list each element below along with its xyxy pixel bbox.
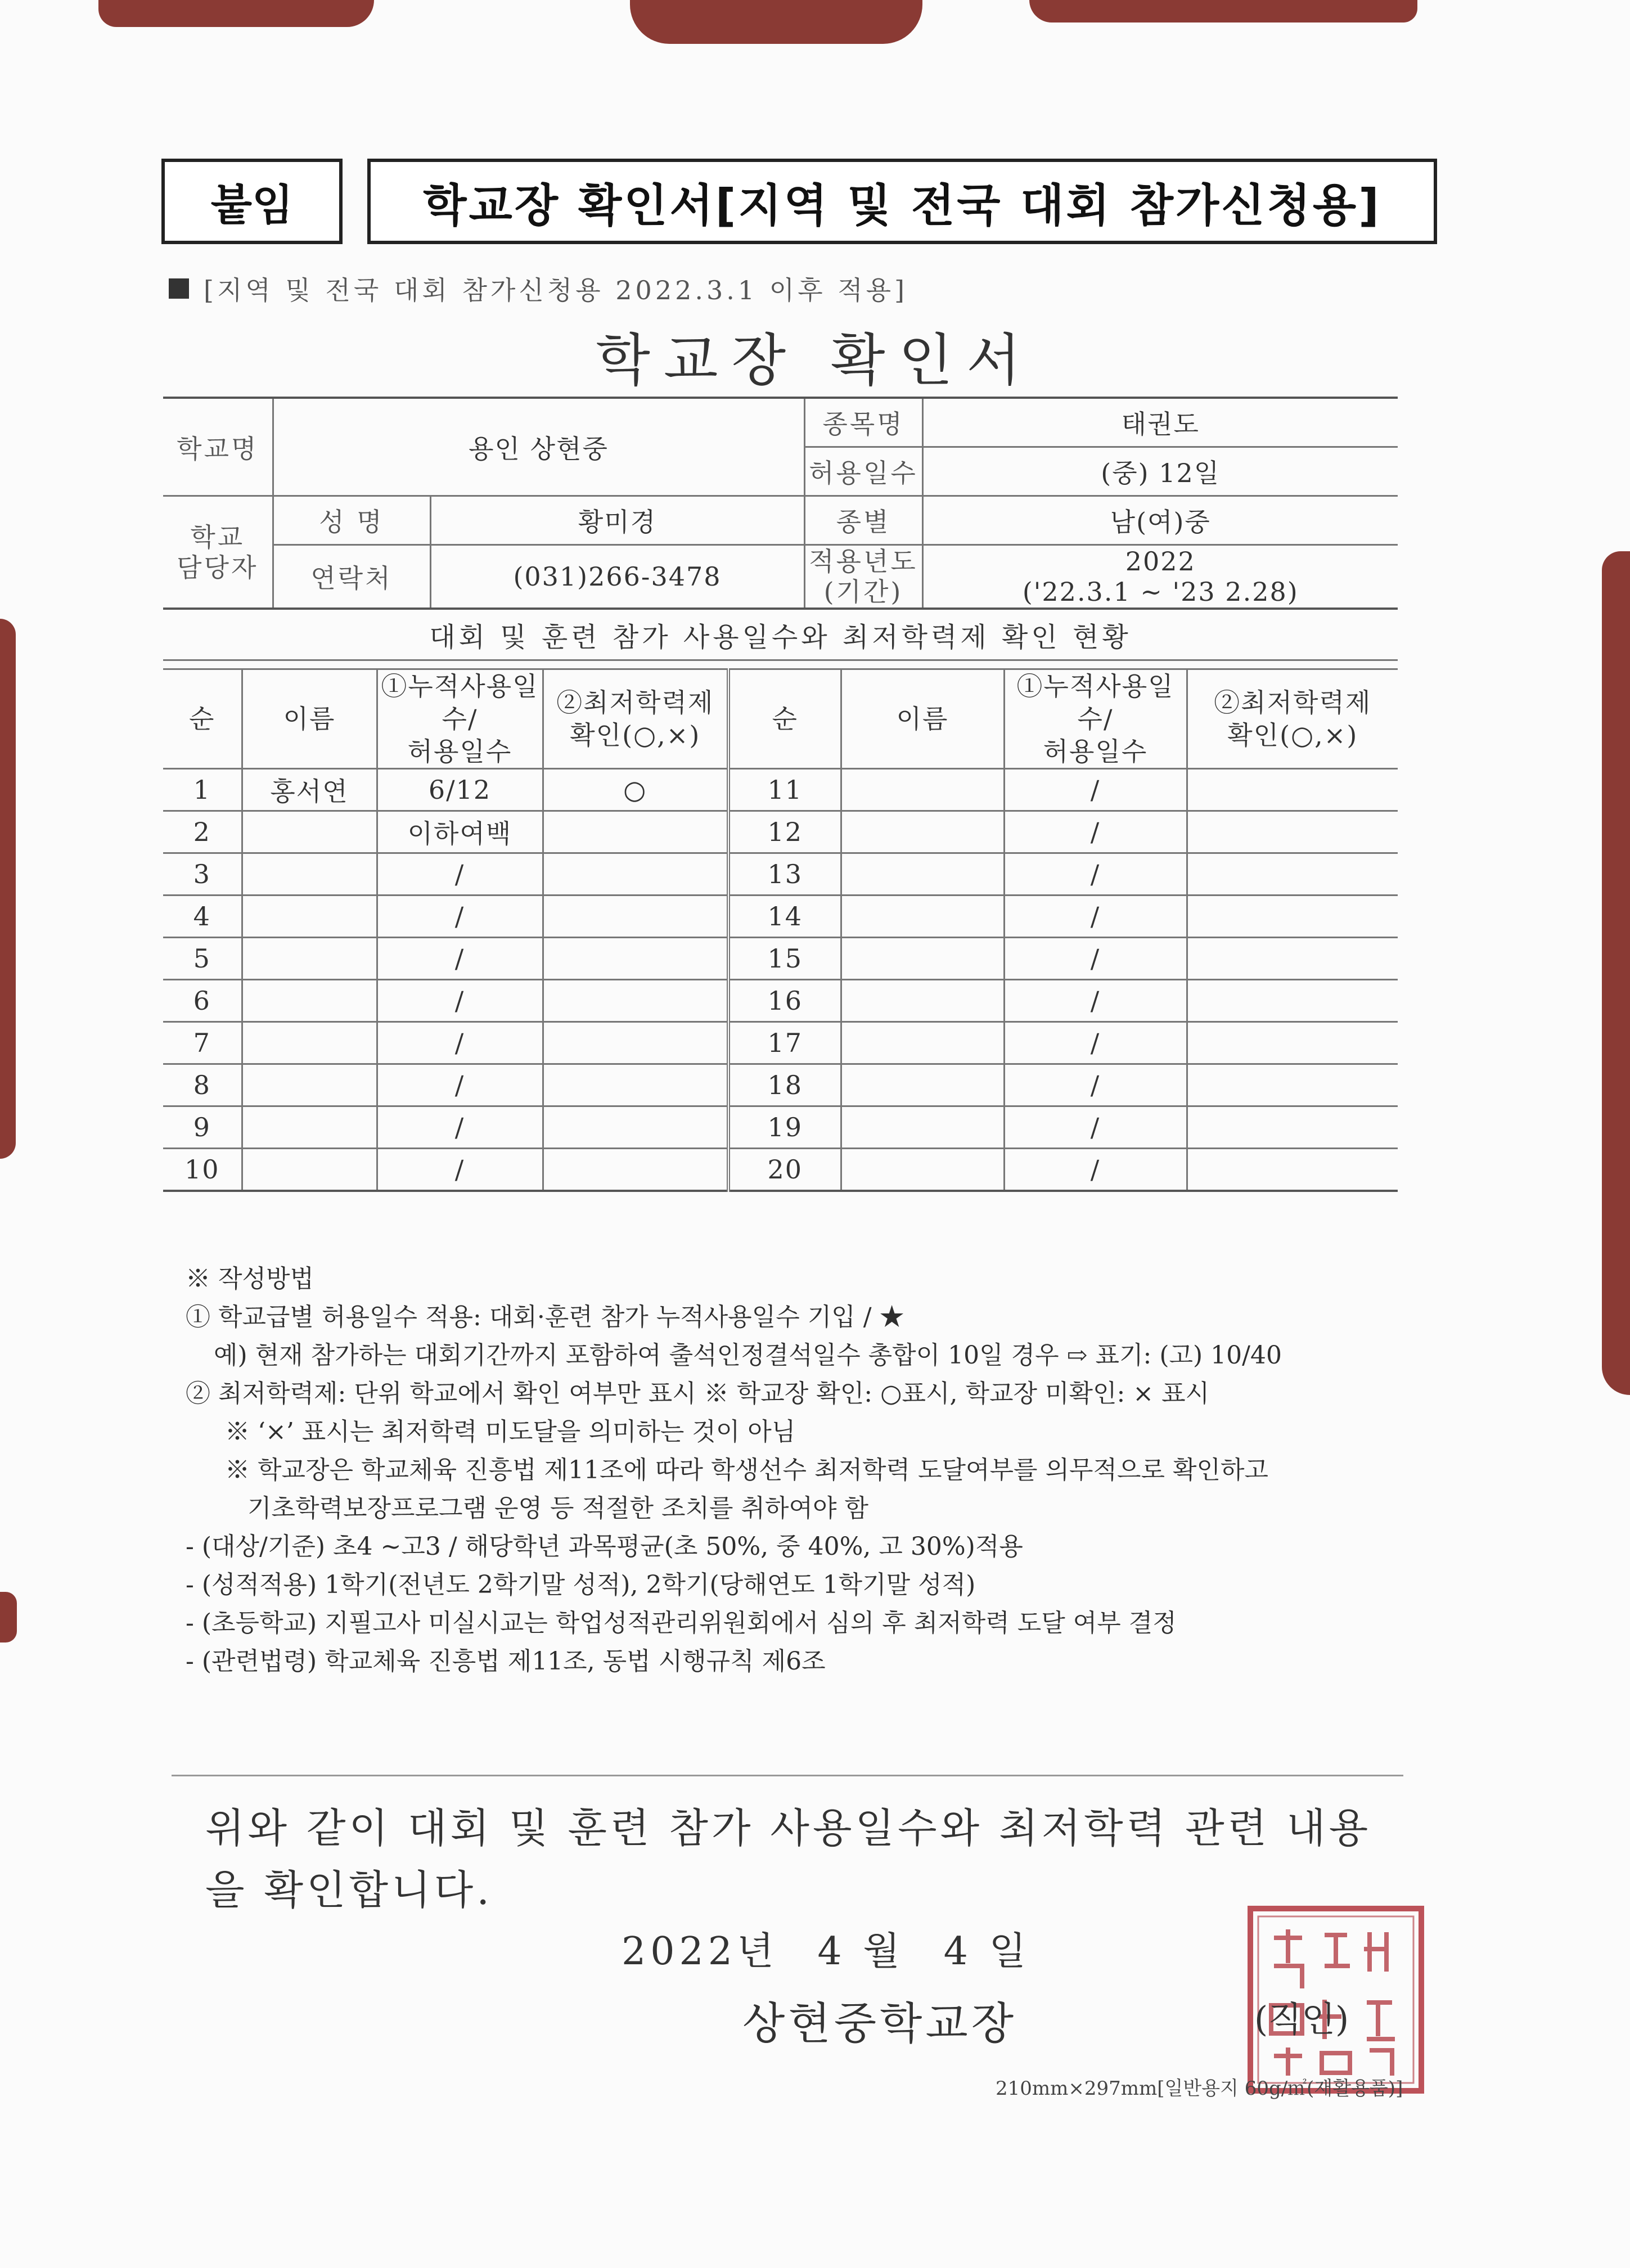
seq-cell: 5	[163, 938, 242, 980]
contact-value: (031)266-3478	[430, 545, 804, 609]
school-name-value: 용인 상현중	[273, 398, 804, 496]
table-row	[163, 1022, 1398, 1064]
days-cell: /	[377, 1064, 543, 1106]
name-cell	[841, 896, 1004, 938]
seq-cell: 4	[163, 896, 242, 938]
seq-cell: 13	[728, 853, 841, 896]
seq-cell: 2	[163, 811, 242, 853]
paper-spec: 210mm×297mm[일반용지 60g/㎡(재활용품)]	[996, 2077, 1403, 2100]
table-row	[163, 811, 1398, 853]
days-cell: /	[377, 896, 543, 938]
document-title: 학교장 확인서	[596, 327, 1034, 393]
contact-label: 연락처	[273, 545, 430, 609]
check-cell	[543, 896, 728, 938]
check-cell	[1187, 1022, 1398, 1064]
seq-cell: 15	[728, 938, 841, 980]
year-value	[922, 545, 1398, 609]
days-cell: 이하여백	[377, 811, 543, 853]
manager-label: 학교 담당자	[163, 496, 273, 609]
check-cell	[543, 980, 728, 1022]
days-cell: /	[377, 1106, 543, 1149]
seq-cell: 18	[728, 1064, 841, 1106]
name-cell	[242, 853, 377, 896]
form-headline: 학교장 확인서[지역 및 전국 대회 참가신청용]	[367, 159, 1437, 244]
days-cell: /	[1004, 938, 1187, 980]
gender-label: 종별	[804, 496, 922, 545]
paper-blot-left-edge	[0, 619, 16, 1159]
note-line: ※ 작성방법	[186, 1264, 314, 1293]
divider	[172, 1775, 1403, 1776]
check-cell	[1187, 853, 1398, 896]
seq-cell: 20	[728, 1149, 841, 1191]
header-days-left: ①누적사용일수/ 허용일수	[377, 669, 543, 769]
name-cell	[841, 1022, 1004, 1064]
header-seq-right: 순	[728, 669, 841, 769]
days-cell: /	[1004, 1064, 1187, 1106]
name-cell: 홍서연	[242, 769, 377, 811]
usage-table	[163, 668, 1398, 1192]
square-bullet-icon	[169, 278, 189, 299]
date-month: 4 월	[817, 1929, 904, 1974]
seq-cell: 16	[728, 980, 841, 1022]
header-name-right: 이름	[841, 669, 1004, 769]
name-cell	[841, 1064, 1004, 1106]
days-cell: /	[1004, 980, 1187, 1022]
table-row	[163, 1149, 1398, 1191]
seq-cell: 6	[163, 980, 242, 1022]
paper-blot-top-center	[630, 0, 922, 44]
seq-cell: 8	[163, 1064, 242, 1106]
check-cell	[1187, 811, 1398, 853]
period-text: ('22.3.1 ~ '23 2.28)	[1022, 577, 1299, 607]
name-label: 성 명	[273, 496, 430, 545]
days-cell: /	[377, 1149, 543, 1191]
note-line: - (대상/기준) 초4 ~고3 / 해당학년 과목평균(초 50%, 중 40%, 고 30%)적용	[186, 1532, 1023, 1561]
name-cell	[841, 853, 1004, 896]
confirmation-text: 위와 같이 대회 및 훈련 참가 사용일수와 최저학력 관련 내용을 확인합니다.	[205, 1804, 1372, 1914]
seq-cell: 3	[163, 853, 242, 896]
check-cell	[543, 811, 728, 853]
note-line: ※ ‘×’ 표시는 최저학력 미도달을 의미하는 것이 아님	[225, 1418, 796, 1446]
note-line: ① 학교급별 허용일수 적용: 대회·훈련 참가 누적사용일수 기입 / ★	[186, 1303, 904, 1331]
date-year: 2022년	[622, 1929, 778, 1974]
note-line: ※ 학교장은 학교체육 진흥법 제11조에 따라 학생선수 최저학력 도달여부를 의무적으로 확인하고	[225, 1456, 1268, 1484]
sub-note	[169, 270, 908, 307]
days-cell: /	[377, 938, 543, 980]
seq-cell: 11	[728, 769, 841, 811]
note-line: 예) 현재 참가하는 대회기간까지 포함하여 출석인정결석일수 총합이 10일 경우 ⇨ 표기: (고) 10/40	[214, 1341, 1282, 1370]
check-cell	[1187, 1064, 1398, 1106]
school-name-label: 학교명	[163, 398, 273, 496]
days-cell: /	[1004, 1149, 1187, 1191]
seal-mark-text: (직인)	[1254, 1999, 1349, 2040]
check-cell	[543, 1106, 728, 1149]
table-row	[163, 938, 1398, 980]
name-cell	[242, 1064, 377, 1106]
check-cell	[1187, 1106, 1398, 1149]
days-cell: /	[1004, 853, 1187, 896]
table-row	[163, 853, 1398, 896]
table-row	[163, 769, 1398, 811]
check-cell	[1187, 1149, 1398, 1191]
name-cell	[841, 1149, 1004, 1191]
header-days-right: ①누적사용일수/ 허용일수	[1004, 669, 1187, 769]
note-line: 기초학력보장프로그램 운영 등 적절한 조치를 취하여야 함	[247, 1494, 869, 1523]
note-line: - (성적적용) 1학기(전년도 2학기말 성적), 2학기(당해연도 1학기말 성적)	[186, 1570, 976, 1599]
days-cell: /	[1004, 769, 1187, 811]
table-row	[163, 980, 1398, 1022]
note-line: ② 최저학력제: 단위 학교에서 확인 여부만 표시 ※ 학교장 확인: ○표시, 학교장 미확인: × 표시	[186, 1379, 1210, 1408]
seq-cell: 7	[163, 1022, 242, 1064]
days-cell: /	[1004, 896, 1187, 938]
name-cell	[242, 1022, 377, 1064]
table-row	[163, 1064, 1398, 1106]
allowed-days-label: 허용일수	[804, 447, 922, 496]
instructions	[186, 1260, 1479, 1681]
check-cell	[543, 853, 728, 896]
name-cell	[841, 938, 1004, 980]
table-row	[163, 1106, 1398, 1149]
name-cell	[841, 980, 1004, 1022]
header-check-right: ②최저학력제 확인(○,×)	[1187, 669, 1398, 769]
paper-blot-right-edge	[1602, 551, 1630, 1395]
sport-value: 태권도	[922, 398, 1398, 447]
paper-blot-top-left	[98, 0, 374, 27]
table-row	[163, 896, 1398, 938]
seq-cell: 10	[163, 1149, 242, 1191]
seq-cell: 14	[728, 896, 841, 938]
days-cell: /	[377, 1022, 543, 1064]
check-cell	[543, 1022, 728, 1064]
gender-value: 남(여)중	[922, 496, 1398, 545]
header-name-left: 이름	[242, 669, 377, 769]
sport-label: 종목명	[804, 398, 922, 447]
header-check-left: ②최저학력제 확인(○,×)	[543, 669, 728, 769]
check-cell	[543, 1149, 728, 1191]
days-cell: 6/12	[377, 769, 543, 811]
check-cell	[1187, 980, 1398, 1022]
seq-cell: 9	[163, 1106, 242, 1149]
check-cell	[543, 1064, 728, 1106]
header-seq-left: 순	[163, 669, 242, 769]
name-cell	[242, 811, 377, 853]
check-cell	[543, 938, 728, 980]
check-cell	[1187, 938, 1398, 980]
info-table	[163, 397, 1398, 661]
paper-blot-left-mark	[0, 1592, 17, 1642]
name-cell	[841, 1106, 1004, 1149]
days-cell: /	[1004, 1106, 1187, 1149]
usage-caption: 대회 및 훈련 참가 사용일수와 최저학력제 확인 현황	[163, 609, 1398, 660]
school-head: 상현중학교장	[742, 1999, 1017, 2049]
seq-cell: 19	[728, 1106, 841, 1149]
date-day: 4 일	[943, 1929, 1031, 1974]
days-cell: /	[1004, 1022, 1187, 1064]
name-cell	[841, 811, 1004, 853]
year-label: 적용년도 (기간)	[804, 545, 922, 609]
check-cell	[1187, 769, 1398, 811]
days-cell: /	[377, 853, 543, 896]
seq-cell: 17	[728, 1022, 841, 1064]
name-cell	[242, 1106, 377, 1149]
name-cell	[242, 1149, 377, 1191]
name-cell	[841, 769, 1004, 811]
check-cell: ○	[543, 769, 728, 811]
attachment-label: 붙임	[161, 159, 343, 244]
name-cell	[242, 980, 377, 1022]
manager-name: 황미경	[430, 496, 804, 545]
name-cell	[242, 938, 377, 980]
check-cell	[1187, 896, 1398, 938]
seq-cell: 12	[728, 811, 841, 853]
paper-blot-top-right	[1029, 0, 1417, 22]
name-cell	[242, 896, 377, 938]
days-cell: /	[377, 980, 543, 1022]
seq-cell: 1	[163, 769, 242, 811]
issue-date	[622, 1921, 1053, 1976]
allowed-days-value: (중) 12일	[922, 447, 1398, 496]
days-cell: /	[1004, 811, 1187, 853]
note-line: - (관련법령) 학교체육 진흥법 제11조, 동법 시행규칙 제6조	[186, 1647, 826, 1676]
note-line: - (초등학교) 지필고사 미실시교는 학업성적관리위원회에서 심의 후 최저학력 도달 여부 결정	[186, 1609, 1177, 1637]
sub-note-text: [지역 및 전국 대회 참가신청용 2022.3.1 이후 적용]	[204, 275, 908, 305]
year-text: 2022	[1125, 546, 1196, 577]
